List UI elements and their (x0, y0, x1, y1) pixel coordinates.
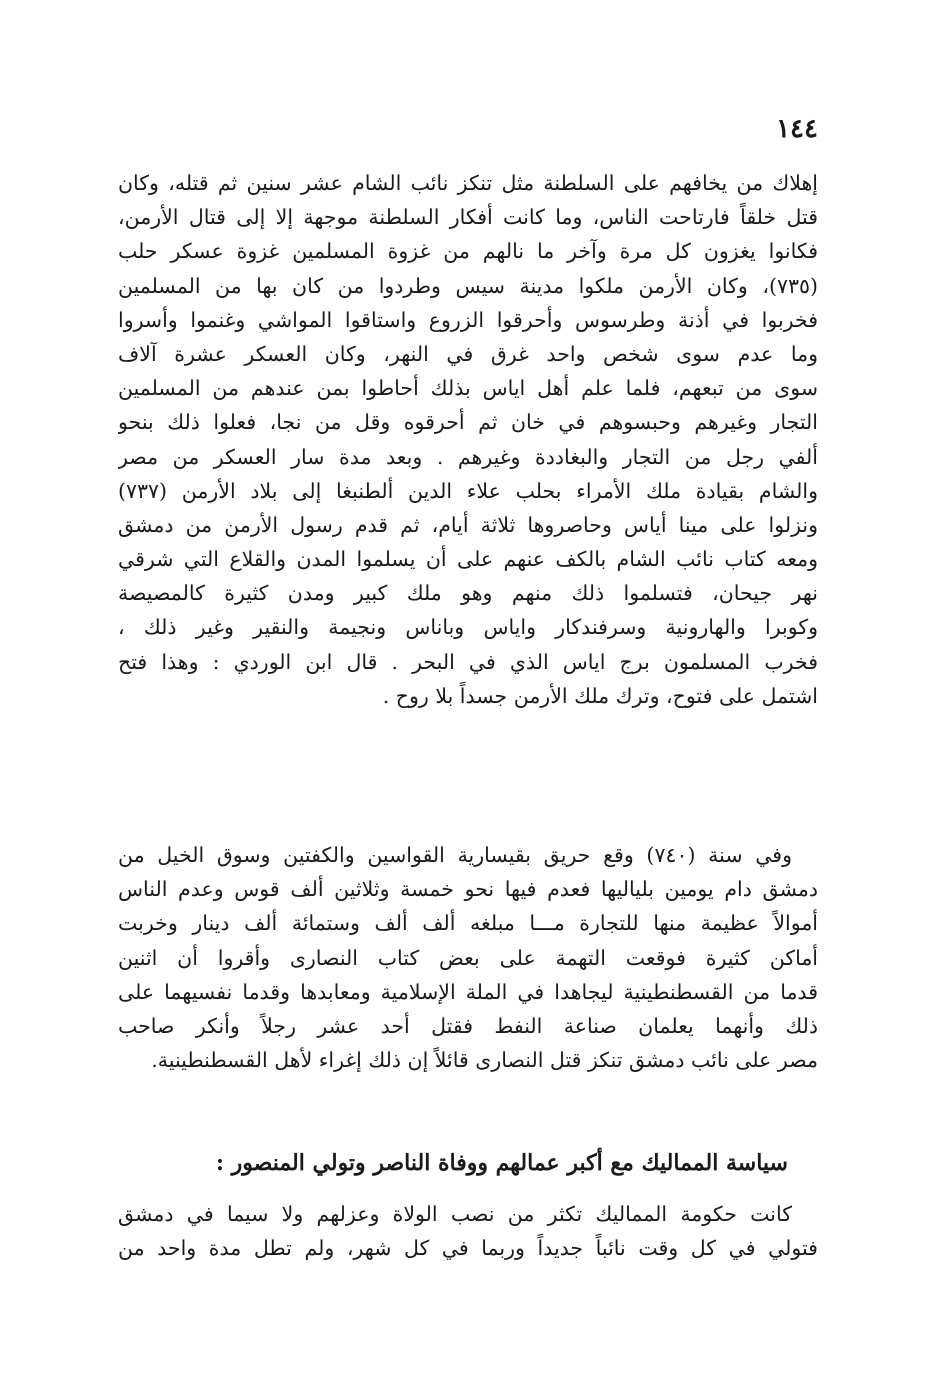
paragraph-2 (118, 838, 818, 1077)
paragraph-line: ألفي رجل من التجار والبغاددة وغيرهم . وبعد مدة سار العسكر من مصر (118, 444, 818, 469)
paragraph-1 (118, 166, 818, 713)
paragraph-line: وفي سنة (٧٤٠) وقع حريق بقيسارية القواسين والكفتين وسوق الخيل من (118, 843, 793, 867)
paragraph-line: سوى من تبعهم، فلما علم أهل اياس بذلك أحاطوا بمن عندهم من المسلمين (118, 376, 818, 401)
paragraph-line: أماكن كثيرة فوقعت التهمة على بعض كتاب النصارى وأقروا أن اثنين (118, 945, 818, 970)
paragraph-3 (118, 1197, 818, 1265)
paragraph-line: ذلك وأنهما يعلمان صناعة النفط فقتل أحد عشر رجلاً وأنكر صاحب (118, 1013, 818, 1038)
paragraph-line: فتولي في كل وقت نائباً جديداً وربما في كل شهر، ولم تطل مدة واحد من (118, 1236, 818, 1261)
paragraph-line: فكانوا يغزون كل مرة وآخر ما نالهم من غزوة المسلمين غزوة عسكر حلب (118, 239, 818, 264)
paragraph-line: دمشق دام يومين بلياليها فعدم فيها نحو خمسة وثلاثين ألف قوس وعدم الناس (118, 877, 818, 902)
paragraph-line: التجار وغيرهم وحبسوهم في خان ثم أحرقوه وقل من نجا، فعلوا ذلك بنحو (118, 410, 818, 435)
paragraph-line: وكوبرا والهارونية وسرفندكار واياس وباناس ونجيمة والنقير وغير ذلك ، (118, 615, 818, 640)
paragraph-line: قدما من القسطنطينية ليجاهدا في الملة الإسلامية ومعابدها وقدما نفسيهما على (118, 979, 818, 1004)
section-heading: سياسة المماليك مع أكبر عمالهم ووفاة الناصر وتولي المنصور : (215, 1150, 788, 1176)
paragraph-line: كانت حكومة المماليك تكثر من نصب الولاة وعزلهم ولا سيما في دمشق (118, 1202, 792, 1226)
paragraph-line: فخرب المسلمون برج اياس الذي في البحر . قال ابن الوردي : وهذا فتح (118, 649, 818, 674)
paragraph-line: ونزلوا على مينا أياس وحاصروها ثلاثة أيام، ثم قدم رسول الأرمن من دمشق (118, 512, 818, 537)
paragraph-line: ومعه كتاب نائب الشام بالكف عنهم على أن يسلموا المدن والقلاع التي شرقي (118, 547, 818, 572)
paragraph-line: قتل خلقاً فارتاحت الناس، وما كانت أفكار السلطنة موجهة إلا إلى قتال الأرمن، (118, 205, 818, 230)
paragraph-line: (٧٣٥)، وكان الأرمن ملكوا مدينة سيس وطردوا من كان بها من المسلمين (118, 273, 818, 298)
paragraph-line: أموالاً عظيمة منها للتجارة مـــا مبلغه ألف ألف وستمائة ألف دينار وخربت (118, 911, 818, 936)
paragraph-line: فخربوا في أذنة وطرسوس وأحرقوا الزروع واستاقوا المواشي وغنموا وأسروا (118, 307, 818, 332)
paragraph-line: وما عدم سوى شخص واحد غرق في النهر، وكان العسكر عشرة آلاف (118, 341, 818, 366)
paragraph-line: نهر جيحان، فتسلموا ذلك منهم وهو ملك كبير ومدن كثيرة كالمصيصة (118, 581, 818, 606)
paragraph-line: اشتمل على فتوح، وترك ملك الأرمن جسداً بلا روح . (382, 683, 818, 708)
paragraph-line: والشام بقيادة ملك الأمراء بحلب علاء الدين ألطنبغا إلى بلاد الأرمن (٧٣٧) (118, 478, 818, 503)
paragraph-line: مصر على نائب دمشق تنكز قتل النصارى قائلاً إن ذلك إغراء لأهل القسطنطينية. (151, 1048, 818, 1073)
page-number: ١٤٤ (776, 114, 818, 144)
paragraph-line: إهلاك من يخافهم على السلطنة مثل تنكز نائب الشام عشر سنين ثم قتله، وكان (118, 171, 818, 195)
